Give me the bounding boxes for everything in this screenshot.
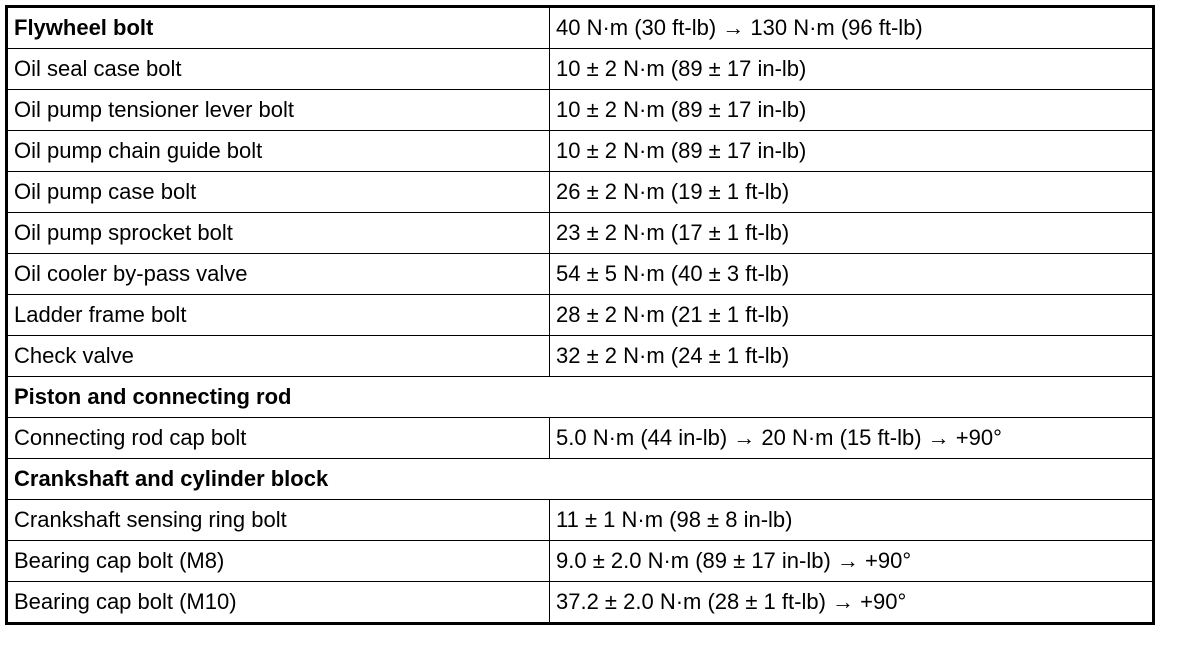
- part-name-cell: Oil cooler by-pass valve: [7, 254, 550, 295]
- part-name-cell: Oil pump case bolt: [7, 172, 550, 213]
- section-title: Crankshaft and cylinder block: [7, 459, 1154, 500]
- section-header-row: [7, 459, 1154, 500]
- torque-value-cell: 26 ± 2 N·m (19 ± 1 ft-lb): [550, 172, 1154, 213]
- table-row: [7, 90, 1154, 131]
- torque-value-cell: 54 ± 5 N·m (40 ± 3 ft-lb): [550, 254, 1154, 295]
- torque-value-cell: 37.2 ± 2.0 N·m (28 ± 1 ft-lb) → +90°: [550, 582, 1154, 624]
- table-row: [7, 7, 1154, 49]
- part-name-cell: Flywheel bolt: [7, 7, 550, 49]
- table-row: [7, 336, 1154, 377]
- part-name-cell: Oil pump chain guide bolt: [7, 131, 550, 172]
- table-row: [7, 582, 1154, 624]
- table-row: [7, 541, 1154, 582]
- torque-value-cell: 11 ± 1 N·m (98 ± 8 in-lb): [550, 500, 1154, 541]
- part-name-cell: Ladder frame bolt: [7, 295, 550, 336]
- part-name-cell: Crankshaft sensing ring bolt: [7, 500, 550, 541]
- section-title: Piston and connecting rod: [7, 377, 1154, 418]
- part-name-cell: Bearing cap bolt (M10): [7, 582, 550, 624]
- torque-value-cell: 10 ± 2 N·m (89 ± 17 in-lb): [550, 90, 1154, 131]
- table-row: [7, 295, 1154, 336]
- table-row: [7, 172, 1154, 213]
- torque-spec-table-body: [7, 7, 1154, 624]
- table-row: [7, 213, 1154, 254]
- table-row: [7, 254, 1154, 295]
- part-name-cell: Oil seal case bolt: [7, 49, 550, 90]
- part-name-cell: Bearing cap bolt (M8): [7, 541, 550, 582]
- torque-value-cell: 10 ± 2 N·m (89 ± 17 in-lb): [550, 49, 1154, 90]
- torque-value-cell: 5.0 N·m (44 in-lb) → 20 N·m (15 ft-lb) → +90°: [550, 418, 1154, 459]
- part-name-cell: Check valve: [7, 336, 550, 377]
- table-row: [7, 131, 1154, 172]
- torque-spec-table: [5, 5, 1155, 625]
- torque-value-cell: 23 ± 2 N·m (17 ± 1 ft-lb): [550, 213, 1154, 254]
- torque-value-cell: 32 ± 2 N·m (24 ± 1 ft-lb): [550, 336, 1154, 377]
- table-row: [7, 500, 1154, 541]
- part-name-cell: Oil pump sprocket bolt: [7, 213, 550, 254]
- part-name-cell: Oil pump tensioner lever bolt: [7, 90, 550, 131]
- torque-value-cell: 28 ± 2 N·m (21 ± 1 ft-lb): [550, 295, 1154, 336]
- table-row: [7, 418, 1154, 459]
- section-header-row: [7, 377, 1154, 418]
- part-name-cell: Connecting rod cap bolt: [7, 418, 550, 459]
- torque-value-cell: 9.0 ± 2.0 N·m (89 ± 17 in-lb) → +90°: [550, 541, 1154, 582]
- torque-value-cell: 40 N·m (30 ft-lb) → 130 N·m (96 ft-lb): [550, 7, 1154, 49]
- torque-value-cell: 10 ± 2 N·m (89 ± 17 in-lb): [550, 131, 1154, 172]
- table-row: [7, 49, 1154, 90]
